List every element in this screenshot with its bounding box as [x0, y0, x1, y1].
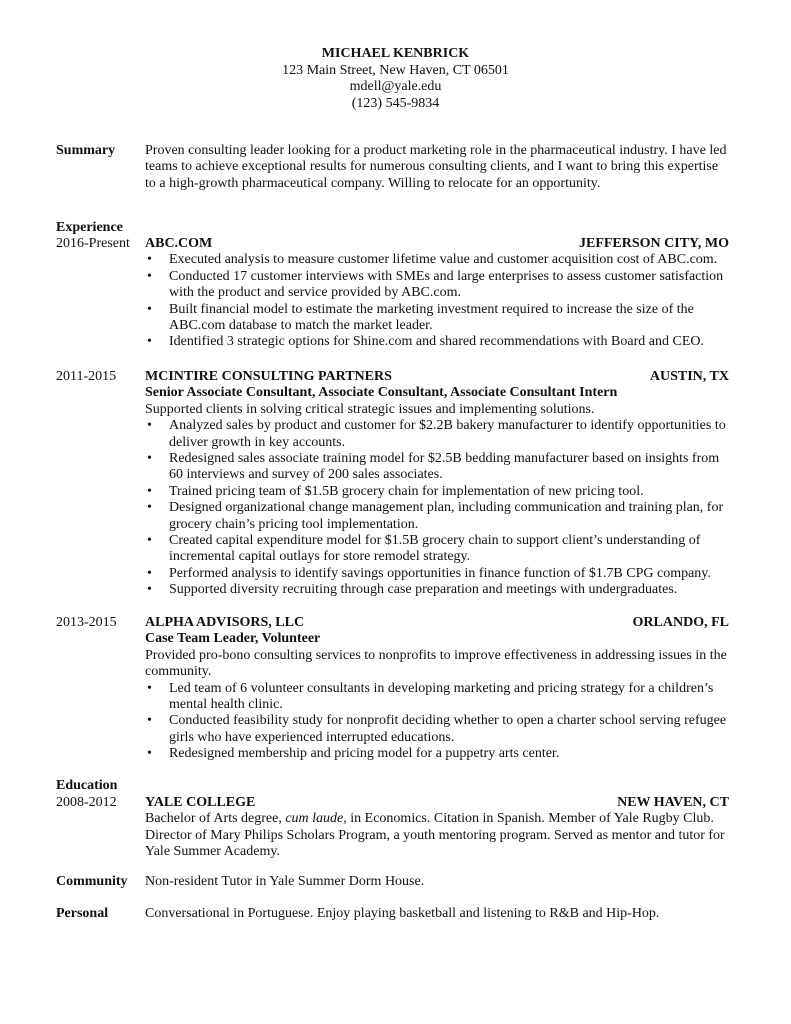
job-dates: 2013-2015 [56, 615, 117, 630]
bullet-icon: • [147, 746, 152, 762]
bullet-item: • Designed organizational change management plan, including communication and training plan, for grocery chain’s pricing tool implementation. [147, 500, 724, 532]
education-dates: 2008-2012 [56, 795, 117, 810]
summary-label: Summary [56, 143, 116, 158]
job-dates: 2011-2015 [56, 369, 117, 384]
job-org: ABC.COM [145, 236, 213, 251]
community-text: Non-resident Tutor in Yale Summer Dorm House. [145, 874, 425, 889]
bullet-icon: • [147, 483, 152, 499]
email: mdell@yale.edu [349, 79, 442, 94]
bullet-item: • Trained pricing team of $1.5B grocery chain for implementation of new pricing tool. [147, 483, 644, 499]
bullet-icon: • [147, 268, 152, 284]
job-org-line [145, 236, 729, 252]
education-details: Bachelor of Arts degree, cum laude, in Economics. Citation in Spanish. Member of Yale Rugby Club. Director of Mary Philips Scholars Program, a youth mentoring program. Served as mentor and tutor for Yale Summer Academy. [145, 811, 725, 860]
job-bullets [145, 252, 729, 350]
job-org: MCINTIRE CONSULTING PARTNERS [145, 369, 392, 384]
bullet-item: • Conducted 17 customer interviews with SMEs and large enterprises to assess customer satisfaction with the product and service provided by ABC.com. [147, 268, 724, 301]
bullet-icon: • [147, 252, 152, 268]
bullet-item: • Led team of 6 volunteer consultants in developing marketing and pricing strategy for a children’s mental health clinic. [147, 680, 714, 713]
job-org-line [145, 369, 729, 385]
personal-label: Personal [56, 906, 109, 921]
personal-text: Conversational in Portuguese. Enjoy playing basketball and listening to R&B and Hip-Hop. [145, 906, 660, 921]
honors: cum laude [285, 811, 344, 827]
bullet-item: • Performed analysis to identify savings opportunities in finance function of $1.7B CPG company. [147, 565, 711, 581]
job-mcintire [145, 369, 729, 599]
job-description: Supported clients in solving critical strategic issues and implementing solutions. [145, 401, 595, 417]
bullet-item: • Built financial model to estimate the marketing investment required to increase the size of the ABC.com database to match the market leader. [147, 301, 694, 334]
job-bullets [145, 418, 729, 598]
candidate-name: MICHAEL KENBRICK [321, 46, 470, 61]
phone: (123) 545-9834 [351, 95, 440, 111]
experience-label: Experience [56, 220, 123, 235]
resume-header [0, 46, 791, 112]
bullet-icon: • [147, 533, 152, 549]
education-org-line [145, 795, 729, 811]
job-location: JEFFERSON CITY, MO [578, 236, 729, 251]
school-location: NEW HAVEN, CT [617, 795, 729, 810]
bullet-icon: • [147, 500, 152, 516]
bullet-icon: • [147, 334, 152, 350]
education-label: Education [56, 778, 118, 793]
bullet-item: • Identified 3 strategic options for Shine.com and shared recommendations with Board and CEO. [147, 334, 704, 350]
bullet-item: • Supported diversity recruiting through case preparation and meetings with undergraduates. [147, 582, 678, 598]
job-role: Case Team Leader, Volunteer [145, 631, 321, 647]
bullet-icon: • [147, 713, 152, 729]
bullet-icon: • [147, 680, 152, 696]
job-location: ORLANDO, FL [632, 615, 729, 630]
bullet-item: • Analyzed sales by product and customer for $2.2B bakery manufacturer to identify opportunities to deliver growth in key accounts. [147, 418, 726, 450]
job-org-line [145, 615, 729, 631]
community-label: Community [56, 874, 128, 889]
bullet-icon: • [147, 301, 152, 317]
summary-text: Proven consulting leader looking for a product marketing role in the pharmaceutical industry. I have led teams to achieve exceptional results for numerous consulting clients, and I want to bring this expertise to a high-growth pharmaceutical company. Willing to relocate for an opportunity. [145, 143, 727, 191]
bullet-item: • Created capital expenditure model for $1.5B grocery chain to support client’s understanding of incremental capital outlays for store remodel strategy. [147, 533, 701, 565]
education-body [145, 795, 729, 861]
job-location: AUSTIN, TX [649, 369, 729, 384]
bullet-item: • Redesigned membership and pricing model for a puppetry arts center. [147, 746, 560, 762]
bullet-item: • Executed analysis to measure customer lifetime value and customer acquisition cost of ABC.com. [147, 252, 718, 268]
school-name: YALE COLLEGE [145, 795, 256, 810]
job-dates: 2016-Present [56, 236, 130, 251]
bullet-icon: • [147, 451, 152, 467]
job-bullets [145, 681, 729, 763]
bullet-icon: • [147, 582, 152, 598]
bullet-item: • Conducted feasibility study for nonprofit deciding whether to open a charter school serving refugee girls who have experienced interrupted educations. [147, 713, 727, 745]
job-role: Senior Associate Consultant, Associate Consultant, Associate Consultant Intern [145, 385, 618, 401]
job-description: Provided pro-bono consulting services to nonprofits to improve effectiveness in addressing issues in the community. [145, 647, 727, 680]
bullet-item: • Redesigned sales associate training model for $2.5B bedding manufacturer based on insights from 60 interviews and survey of 200 sales associates. [147, 451, 720, 483]
job-alpha [145, 615, 729, 763]
address: 123 Main Street, New Haven, CT 06501 [282, 62, 509, 78]
bullet-icon: • [147, 418, 152, 434]
bullet-icon: • [147, 565, 152, 581]
job-org: ALPHA ADVISORS, LLC [145, 615, 305, 630]
job-abc [145, 236, 729, 351]
